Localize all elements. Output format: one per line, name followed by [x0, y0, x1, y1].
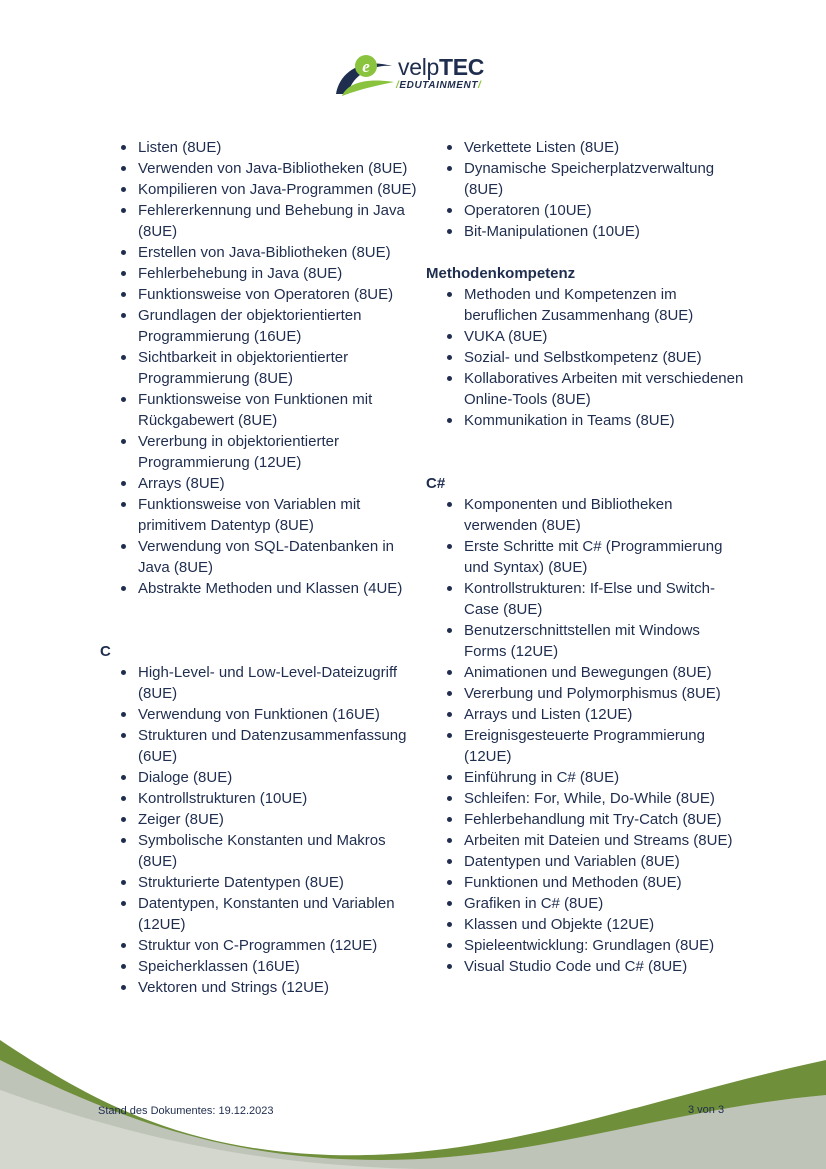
list-item: Funktionsweise von Variablen mit primitivem Datentyp (8UE)	[138, 494, 420, 536]
list-item: Verkettete Listen (8UE)	[464, 137, 746, 158]
list-item: Bit-Manipulationen (10UE)	[464, 221, 746, 242]
list-item: Speicherklassen (16UE)	[138, 956, 420, 977]
list-item: Grafiken in C# (8UE)	[464, 893, 746, 914]
logo-wordmark: velpTEC	[398, 54, 485, 80]
list-item: Sichtbarkeit in objektorientierter Programmierung (8UE)	[138, 347, 420, 389]
section-title-c: C	[100, 643, 111, 660]
methoden-topic-list	[426, 284, 746, 431]
list-item: Datentypen, Konstanten und Variablen (12UE)	[138, 893, 420, 935]
list-item: Fehlerbehebung in Java (8UE)	[138, 263, 420, 284]
document-date: Stand des Dokumentes: 19.12.2023	[98, 1105, 274, 1117]
logo-letter: e	[362, 57, 370, 76]
list-item: Vektoren und Strings (12UE)	[138, 977, 420, 998]
list-item: Verwendung von SQL-Datenbanken in Java (8UE)	[138, 536, 420, 578]
list-item: Verwenden von Java-Bibliotheken (8UE)	[138, 158, 420, 179]
list-item: Struktur von C-Programmen (12UE)	[138, 935, 420, 956]
list-item: Kontrollstrukturen (10UE)	[138, 788, 420, 809]
left-column	[100, 137, 420, 998]
c-topic-list	[100, 662, 420, 998]
list-item: Benutzerschnittstellen mit Windows Forms (12UE)	[464, 620, 746, 662]
list-item: Arrays (8UE)	[138, 473, 420, 494]
list-item: Grundlagen der objektorientierten Programmierung (16UE)	[138, 305, 420, 347]
list-item: Abstrakte Methoden und Klassen (4UE)	[138, 578, 420, 599]
list-item: Funktionsweise von Operatoren (8UE)	[138, 284, 420, 305]
list-item: Sozial- und Selbstkompetenz (8UE)	[464, 347, 746, 368]
list-item: High-Level- und Low-Level-Dateizugriff (8UE)	[138, 662, 420, 704]
list-item: Funktionen und Methoden (8UE)	[464, 872, 746, 893]
list-item: Listen (8UE)	[138, 137, 420, 158]
list-item: Dialoge (8UE)	[138, 767, 420, 788]
list-item: Animationen und Bewegungen (8UE)	[464, 662, 746, 683]
list-item: Erste Schritte mit C# (Programmierung und Syntax) (8UE)	[464, 536, 746, 578]
list-item: Arrays und Listen (12UE)	[464, 704, 746, 725]
right-column	[426, 137, 746, 977]
list-item: Verwendung von Funktionen (16UE)	[138, 704, 420, 725]
list-item: Symbolische Konstanten und Makros (8UE)	[138, 830, 420, 872]
list-item: Dynamische Speicherplatzverwaltung (8UE)	[464, 158, 746, 200]
list-item: Klassen und Objekte (12UE)	[464, 914, 746, 935]
list-item: Komponenten und Bibliotheken verwenden (8UE)	[464, 494, 746, 536]
list-item: Funktionsweise von Funktionen mit Rückgabewert (8UE)	[138, 389, 420, 431]
list-item: Operatoren (10UE)	[464, 200, 746, 221]
csharp-topic-list	[426, 494, 746, 977]
list-item: VUKA (8UE)	[464, 326, 746, 347]
list-item: Fehlererkennung und Behebung in Java (8UE)	[138, 200, 420, 242]
list-item: Visual Studio Code und C# (8UE)	[464, 956, 746, 977]
section-title-csharp: C#	[426, 475, 446, 492]
list-item: Ereignisgesteuerte Programmierung (12UE)	[464, 725, 746, 767]
list-item: Arbeiten mit Dateien und Streams (8UE)	[464, 830, 746, 851]
logo-mark-icon	[334, 52, 396, 98]
page-number: 3 von 3	[688, 1104, 725, 1116]
list-item: Kontrollstrukturen: If-Else und Switch-Case (8UE)	[464, 578, 746, 620]
list-item: Kommunikation in Teams (8UE)	[464, 410, 746, 431]
list-item: Fehlerbehandlung mit Try-Catch (8UE)	[464, 809, 746, 830]
list-item: Erstellen von Java-Bibliotheken (8UE)	[138, 242, 420, 263]
list-item: Strukturen und Datenzusammenfassung (6UE)	[138, 725, 420, 767]
java-topic-list	[100, 137, 420, 599]
list-item: Kompilieren von Java-Programmen (8UE)	[138, 179, 420, 200]
list-item: Zeiger (8UE)	[138, 809, 420, 830]
list-item: Vererbung in objektorientierter Programmierung (12UE)	[138, 431, 420, 473]
list-item: Schleifen: For, While, Do-While (8UE)	[464, 788, 746, 809]
logo-tagline: /EDUTAINMENT/	[396, 80, 482, 91]
list-item: Einführung in C# (8UE)	[464, 767, 746, 788]
list-item: Vererbung und Polymorphismus (8UE)	[464, 683, 746, 704]
c-continued-topic-list	[426, 137, 746, 242]
section-title-methodenkompetenz: Methodenkompetenz	[426, 265, 576, 282]
list-item: Spieleentwicklung: Grundlagen (8UE)	[464, 935, 746, 956]
list-item: Kollaboratives Arbeiten mit verschiedenen Online-Tools (8UE)	[464, 368, 746, 410]
list-item: Strukturierte Datentypen (8UE)	[138, 872, 420, 893]
velptec-logo	[334, 52, 494, 100]
list-item: Methoden und Kompetenzen im beruflichen Zusammenhang (8UE)	[464, 284, 746, 326]
list-item: Datentypen und Variablen (8UE)	[464, 851, 746, 872]
